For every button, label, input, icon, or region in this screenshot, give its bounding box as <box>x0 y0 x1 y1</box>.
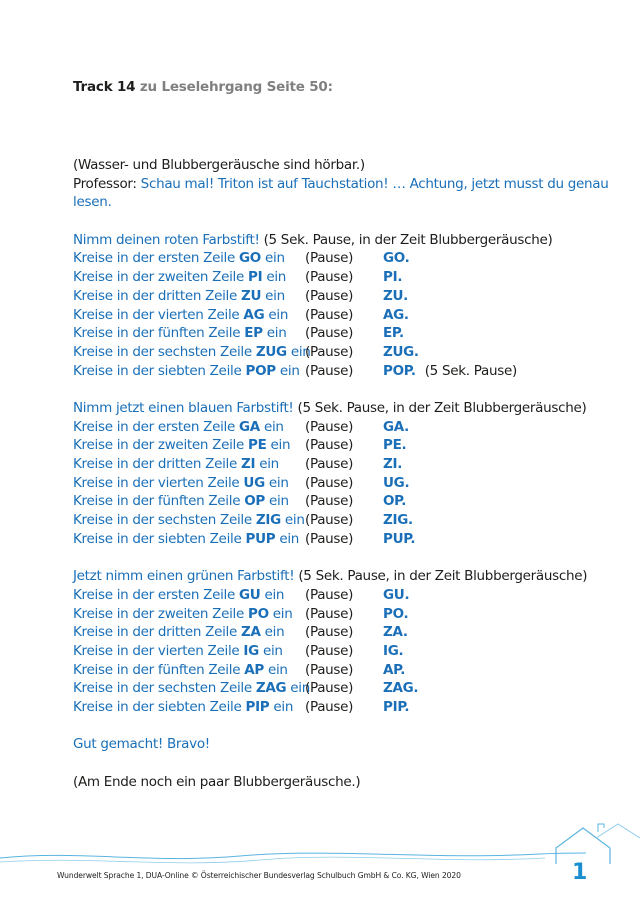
row-syllable: ZU <box>240 287 262 304</box>
row-answer: GU. <box>383 586 410 603</box>
row-pause: (Pause) <box>305 474 354 491</box>
row-prefix: Kreise in der vierten Zeile <box>73 306 240 323</box>
instruction-note: (5 Sek. Pause, in der Zeit Blubbergeräusche) <box>298 568 588 585</box>
row-syllable: PO <box>248 605 269 622</box>
chimney-icon <box>598 824 604 832</box>
row-pause: (Pause) <box>305 418 354 435</box>
row-answer: IG. <box>383 642 404 659</box>
row-answer: PE. <box>383 437 407 454</box>
spacer <box>73 212 613 231</box>
row-instruction <box>73 586 305 605</box>
row-syllable: GU <box>239 586 261 603</box>
instruction-row <box>73 586 613 605</box>
speaker-label: Professor: <box>73 175 137 192</box>
instruction-row <box>73 605 613 624</box>
row-prefix: Kreise in der ersten Zeile <box>73 586 236 603</box>
row-instruction <box>73 287 305 306</box>
row-instruction <box>73 492 305 511</box>
row-instruction <box>73 362 305 381</box>
section-instruction <box>73 231 613 250</box>
row-prefix: Kreise in der ersten Zeile <box>73 418 236 435</box>
track-label: Track 14 <box>73 79 136 95</box>
row-instruction <box>73 268 305 287</box>
row-prefix: Kreise in der fünften Zeile <box>73 661 241 678</box>
instruction-note: (5 Sek. Pause, in der Zeit Blubbergeräusche) <box>263 231 553 248</box>
row-suffix: ein <box>273 698 294 715</box>
row-syllable: GA <box>239 418 260 435</box>
row-answer: ZAG. <box>383 680 419 697</box>
row-pause: (Pause) <box>305 530 354 547</box>
instruction-row <box>73 249 613 268</box>
row-pause: (Pause) <box>305 680 354 697</box>
praise-line: Gut gemacht! Bravo! <box>73 736 210 753</box>
row-prefix: Kreise in der ersten Zeile <box>73 250 236 267</box>
row-instruction <box>73 698 305 717</box>
row-pause: (Pause) <box>305 343 354 360</box>
row-instruction <box>73 642 305 661</box>
row-prefix: Kreise in der dritten Zeile <box>73 456 237 473</box>
wave-line-2 <box>0 857 545 863</box>
row-prefix: Kreise in der vierten Zeile <box>73 474 240 491</box>
row-syllable: PIP <box>245 698 270 715</box>
row-pause: (Pause) <box>305 437 354 454</box>
row-suffix: ein <box>264 250 285 267</box>
row-prefix: Kreise in der sechsten Zeile <box>73 680 252 697</box>
spacer <box>73 380 613 399</box>
row-syllable: POP <box>245 362 276 379</box>
instruction-row <box>73 623 613 642</box>
page-number: 1 <box>572 860 588 885</box>
row-prefix: Kreise in der zweiten Zeile <box>73 437 244 454</box>
row-answer: ZU. <box>383 287 408 304</box>
row-suffix: ein <box>267 661 288 678</box>
row-instruction <box>73 418 305 437</box>
row-instruction <box>73 605 305 624</box>
instruction-row <box>73 362 613 381</box>
row-suffix: ein <box>268 474 289 491</box>
row-instruction <box>73 249 305 268</box>
row-instruction <box>73 623 305 642</box>
row-answer: ZI. <box>383 456 403 473</box>
row-syllable: AG <box>243 306 265 323</box>
row-pause: (Pause) <box>305 250 354 267</box>
row-answer: UG. <box>383 474 410 491</box>
row-pause: (Pause) <box>305 269 354 286</box>
row-suffix: ein <box>270 437 291 454</box>
row-syllable: ZIG <box>255 512 281 529</box>
instruction-text: Jetzt nimm einen grünen Farbstift! <box>73 568 295 585</box>
row-instruction <box>73 679 311 698</box>
spacer <box>73 717 613 736</box>
row-pause: (Pause) <box>305 306 354 323</box>
roof-line-icon <box>596 824 640 838</box>
instruction-row <box>73 511 613 530</box>
row-instruction <box>73 306 305 325</box>
row-suffix: ein <box>268 493 289 510</box>
row-answer: ZA. <box>383 624 408 641</box>
row-answer: ZUG. <box>383 343 419 360</box>
row-prefix: Kreise in der fünften Zeile <box>73 325 241 342</box>
instruction-note: (5 Sek. Pause, in der Zeit Blubbergeräusche) <box>297 399 587 416</box>
instruction-row <box>73 418 613 437</box>
row-pause: (Pause) <box>305 661 354 678</box>
row-answer: EP. <box>383 325 404 342</box>
closing-note: (Am Ende noch ein paar Blubbergeräusche.) <box>73 773 361 790</box>
row-syllable: PI <box>248 269 263 286</box>
row-suffix: ein <box>264 586 285 603</box>
row-instruction <box>73 661 305 680</box>
row-answer: AG. <box>383 306 409 323</box>
instruction-row <box>73 343 613 362</box>
row-prefix: Kreise in der sechsten Zeile <box>73 512 252 529</box>
instruction-row <box>73 642 613 661</box>
row-instruction <box>73 474 305 493</box>
row-instruction <box>73 324 305 343</box>
row-suffix: ein <box>259 456 279 473</box>
instruction-row <box>73 324 613 343</box>
page-header <box>73 79 333 95</box>
row-syllable: PUP <box>245 530 276 547</box>
instruction-row <box>73 661 613 680</box>
row-pause: (Pause) <box>305 605 354 622</box>
track-subtitle: zu Leselehrgang Seite 50: <box>139 79 333 95</box>
professor-speech: Schau mal! Triton ist auf Tauchstation! … Achtung, jetzt musst du genau lesen. <box>73 175 609 211</box>
instruction-row <box>73 492 613 511</box>
instruction-row <box>73 306 613 325</box>
row-suffix: ein <box>284 512 305 529</box>
row-suffix: ein <box>265 287 285 304</box>
instruction-text: Nimm jetzt einen blauen Farbstift! <box>73 399 294 416</box>
row-suffix: ein <box>266 269 287 286</box>
row-answer: PO. <box>383 605 409 622</box>
row-instruction <box>73 343 311 362</box>
house-outline-icon <box>556 828 610 864</box>
row-prefix: Kreise in der zweiten Zeile <box>73 605 244 622</box>
row-answer: POP. <box>383 362 416 379</box>
row-suffix: ein <box>290 343 311 360</box>
instruction-row <box>73 530 613 549</box>
row-answer: ZIG. <box>383 512 413 529</box>
row-pause: (Pause) <box>305 325 354 342</box>
row-prefix: Kreise in der sechsten Zeile <box>73 343 252 360</box>
row-syllable: OP <box>244 493 265 510</box>
row-syllable: ZUG <box>255 343 287 360</box>
instruction-row <box>73 287 613 306</box>
row-instruction <box>73 455 305 474</box>
sound-note: (Wasser- und Blubbergeräusche sind hörbar.) <box>73 157 365 173</box>
instruction-row <box>73 698 613 717</box>
row-suffix: ein <box>266 325 287 342</box>
row-syllable: PE <box>248 437 267 454</box>
section-instruction <box>73 567 613 586</box>
professor-line <box>73 175 613 212</box>
instruction-text: Nimm deinen roten Farbstift! <box>73 231 260 248</box>
row-pause: (Pause) <box>305 493 354 510</box>
row-syllable: IG <box>243 642 259 659</box>
row-syllable: UG <box>243 474 265 491</box>
instruction-row <box>73 679 613 698</box>
row-extra-pause: (5 Sek. Pause) <box>424 362 517 379</box>
row-syllable: AP <box>244 661 264 678</box>
row-suffix: ein <box>264 624 285 641</box>
row-suffix: ein <box>272 605 293 622</box>
row-pause: (Pause) <box>305 624 354 641</box>
row-answer: PI. <box>383 269 403 286</box>
row-suffix: ein <box>268 306 289 323</box>
row-suffix: ein <box>290 680 311 697</box>
row-pause: (Pause) <box>305 512 354 529</box>
row-syllable: ZAG <box>255 680 287 697</box>
row-instruction <box>73 436 305 455</box>
row-answer: OP. <box>383 493 407 510</box>
row-pause: (Pause) <box>305 586 354 603</box>
row-prefix: Kreise in der fünften Zeile <box>73 493 241 510</box>
spacer <box>73 754 613 773</box>
section-instruction <box>73 399 613 418</box>
row-suffix: ein <box>263 418 284 435</box>
row-syllable: EP <box>244 325 263 342</box>
instruction-row <box>73 455 613 474</box>
row-suffix: ein <box>279 362 300 379</box>
script-content <box>73 156 613 791</box>
row-instruction <box>73 511 305 530</box>
row-prefix: Kreise in der siebten Zeile <box>73 362 242 379</box>
row-syllable: GO <box>239 250 261 267</box>
row-suffix: ein <box>262 642 283 659</box>
row-answer: PIP. <box>383 698 410 715</box>
instruction-row <box>73 436 613 455</box>
row-pause: (Pause) <box>305 362 354 379</box>
instruction-row <box>73 474 613 493</box>
instruction-row <box>73 268 613 287</box>
row-answer: PUP. <box>383 530 416 547</box>
row-answer: GA. <box>383 418 410 435</box>
sections <box>73 212 613 735</box>
footer-credit: Wunderwelt Sprache 1, DUA-Online © Österreichischer Bundesverlag Schulbuch GmbH & Co. KG, Wien 2020 <box>57 871 461 880</box>
row-prefix: Kreise in der dritten Zeile <box>73 287 237 304</box>
row-pause: (Pause) <box>305 287 354 304</box>
row-prefix: Kreise in der siebten Zeile <box>73 530 242 547</box>
row-answer: AP. <box>383 661 406 678</box>
row-prefix: Kreise in der zweiten Zeile <box>73 269 244 286</box>
row-pause: (Pause) <box>305 698 354 715</box>
row-syllable: ZI <box>240 456 256 473</box>
spacer <box>73 548 613 567</box>
row-syllable: ZA <box>240 624 261 641</box>
row-prefix: Kreise in der vierten Zeile <box>73 642 240 659</box>
row-suffix: ein <box>279 530 300 547</box>
row-instruction <box>73 530 305 549</box>
row-answer: GO. <box>383 250 410 267</box>
row-pause: (Pause) <box>305 456 354 473</box>
row-pause: (Pause) <box>305 642 354 659</box>
row-prefix: Kreise in der siebten Zeile <box>73 698 242 715</box>
row-prefix: Kreise in der dritten Zeile <box>73 624 237 641</box>
wave-house-decoration <box>0 820 640 905</box>
